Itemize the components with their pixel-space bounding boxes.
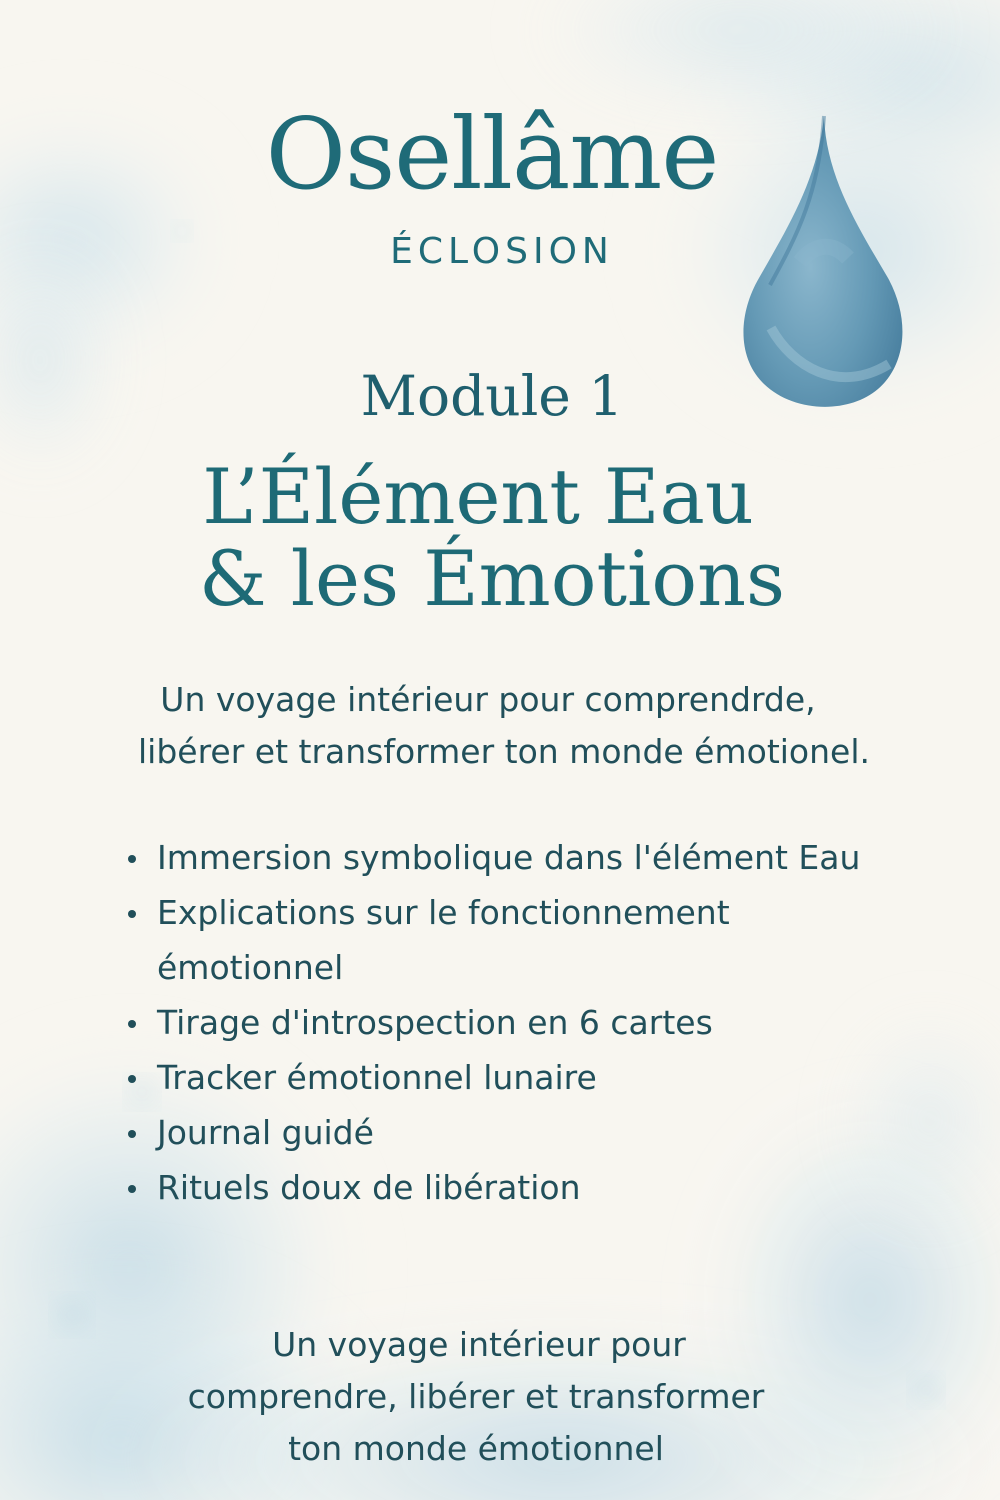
feature-item: Explications sur le fonctionnement émotionnel [128, 885, 777, 995]
brand-subtitle [0, 228, 1000, 276]
brand-name-text: Osellâme [265, 98, 719, 212]
closing-line-2: comprendre, libérer et transformer [187, 1377, 765, 1416]
intro-line-2: libérer et transformer ton monde émotionel. [138, 732, 870, 771]
closing-line-1: Un voyage intérieur pour [272, 1325, 686, 1364]
module-label-text: Module 1 [360, 364, 624, 428]
module-title-line-1: L’Élément Eau [202, 452, 754, 541]
module-title [0, 452, 1000, 623]
feature-list [128, 830, 928, 1215]
closing-line-3: ton monde émotionnel [288, 1429, 664, 1468]
intro-line-1: Un voyage intérieur pour comprendrde, [160, 680, 816, 719]
feature-item: Immersion symbolique dans l'élément Eau [128, 830, 928, 885]
brand-name [0, 100, 1000, 210]
brand-subtitle-text: ÉCLOSION [390, 231, 614, 272]
intro-text [0, 674, 1000, 778]
closing-text [0, 1319, 1000, 1475]
feature-item: Journal guidé [128, 1105, 928, 1160]
feature-item: Tirage d'introspection en 6 cartes [128, 995, 928, 1050]
feature-item: Rituels doux de libération [128, 1160, 928, 1215]
module-label [0, 362, 1000, 430]
feature-item: Tracker émotionnel lunaire [128, 1050, 928, 1105]
module-title-line-2: & les Émotions [198, 534, 786, 623]
